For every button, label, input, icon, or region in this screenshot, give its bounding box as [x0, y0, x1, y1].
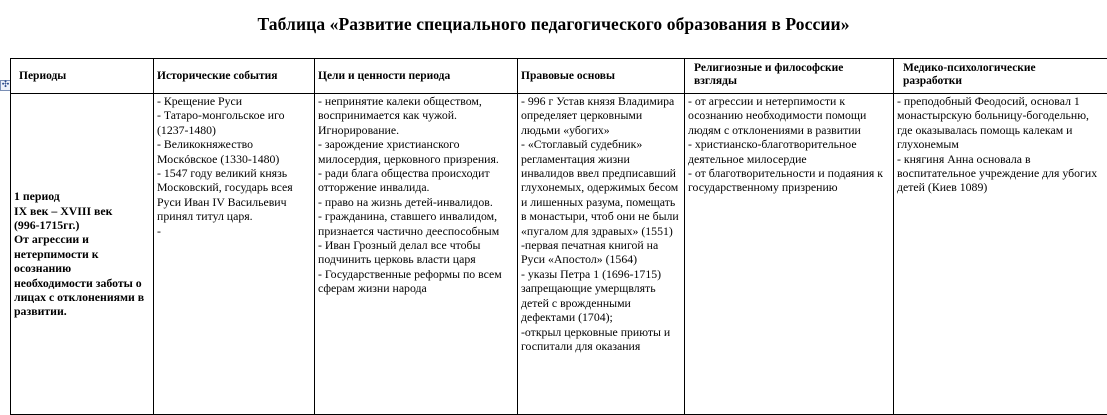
list-item: - непринятие калеки обществом, воспринимается как чужой. Игнорирование. [318, 94, 514, 137]
period-centuries: IX век – XVIII век [14, 204, 150, 218]
cell-religious [685, 94, 894, 415]
list-item: - Крещение Руси [157, 94, 311, 108]
header-legal-basis: Правовые основы [518, 59, 685, 94]
list-item: - христианско-благотворительное деятельное милосердие [688, 137, 890, 166]
list-item: - «Стоглавый судебник» регламентация жизни инвалидов ввел предписавший глухонемых, одержимых бесом и лишенных разума, помещать в монастыри, чтоб они не были «пугалом для здравых» (1551) [521, 137, 681, 238]
page-title: Таблица «Развитие специального педагогического образования в России» [0, 14, 1107, 35]
table-header-row [11, 59, 1107, 94]
table-move-handle-icon[interactable]: ✣ [0, 80, 11, 91]
list-item: - гражданина, ставшего инвалидом, признается частично дееспособным [318, 209, 514, 238]
list-item: - указы Петра 1 (1696-1715) запрещающие умерщвлять детей с врожденными дефектами (1704); [521, 267, 681, 325]
list-item: - право на жизнь детей-инвалидов. [318, 195, 514, 209]
list-item: - княгиня Анна основала в воспитательное учреждение для убогих детей (Киев 1089) [897, 152, 1104, 195]
cell-medical [894, 94, 1107, 415]
list-item: - от агрессии и нетерпимости к осознанию необходимости помощи людям с отклонениями в развитии [688, 94, 890, 137]
list-item: - [157, 224, 311, 238]
header-medical-developments: Медико-психологические разработки [894, 59, 1107, 94]
list-item: - Государственные реформы по всем сферам жизни народа [318, 267, 514, 296]
list-item: -первая печатная книгой на Руси «Апостол» (1564) [521, 238, 681, 267]
header-goals-values: Цели и ценности периода [315, 59, 518, 94]
table-row [11, 94, 1107, 415]
list-item: -открыл церковные приюты и госпитали для оказания [521, 325, 681, 354]
header-periods: Периоды [11, 59, 154, 94]
cell-period [11, 94, 154, 415]
list-item: - Великокняжество Москóвское (1330-1480) [157, 137, 311, 166]
list-item: - 1547 году великий князь Московский, государь всея Руси Иван IV Васильевич принял титул царя. [157, 166, 311, 224]
list-item: - от благотворительности и подаяния к государственному призрению [688, 166, 890, 195]
list-item: - 996 г Устав князя Владимира определяет церковными людьми «убогих» [521, 94, 681, 137]
period-years: (996-1715гг.) [14, 218, 150, 232]
list-item: - ради блага общества происходит отторжение инвалида. [318, 166, 514, 195]
cell-goals [315, 94, 518, 415]
list-item: - Иван Грозный делал все чтобы подчинить церковь власти царя [318, 238, 514, 267]
list-item: - зарождение христианского милосердия, церковного призрения. [318, 137, 514, 166]
header-religious-views: Религиозные и философские взгляды [685, 59, 894, 94]
period-description: От агрессии и нетерпимости к осознанию необходимости заботы о лицах с отклонениями в развитии. [14, 232, 150, 318]
cell-legal [518, 94, 685, 415]
list-item: - преподобный Феодосий, основал 1 монастырскую больницу-богодельню, где оказывалась помощь калекам и глухонемым [897, 94, 1104, 152]
period-number: 1 период [14, 189, 150, 203]
development-table [10, 58, 1107, 415]
cell-events [154, 94, 315, 415]
header-historical-events: Исторические события [154, 59, 315, 94]
list-item: - Татаро-монгольское иго (1237-1480) [157, 108, 311, 137]
